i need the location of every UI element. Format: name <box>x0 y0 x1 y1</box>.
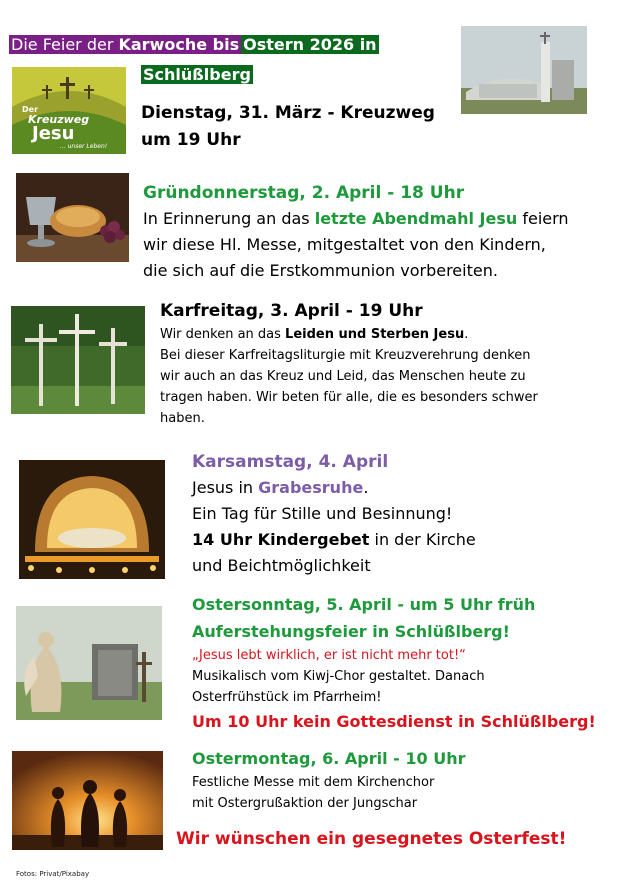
title-part1: Die Feier der <box>11 35 119 54</box>
emmaus-illustration <box>12 751 163 850</box>
emmaus-photo <box>12 751 163 850</box>
karfreitag-t1-end: . <box>464 327 469 342</box>
title-bold1: Karwoche bis <box>118 35 240 54</box>
karsamstag-t1: Jesus in <box>192 478 259 497</box>
karfreitag-line2: Bei dieser Karfreitagsliturgie mit Kreuzverehrung denken <box>160 348 531 363</box>
karsamstag-t1-end: . <box>363 478 369 497</box>
karfreitag-line5: haben. <box>160 411 205 426</box>
karsamstag-highlight: Grabesruhe <box>258 478 364 497</box>
karsamstag-section <box>192 449 476 579</box>
bread-wine-illustration <box>16 173 129 262</box>
badge-line2: Kreuzweg <box>28 113 90 126</box>
closing-greeting: Wir wünschen ein gesegnetes Osterfest! <box>176 829 567 849</box>
badge-line3: Jesu <box>32 123 75 144</box>
karfreitag-heading: Karfreitag, 3. April - 19 Uhr <box>160 301 423 321</box>
gruendonnerstag-highlight: letzte Abendmahl Jesu <box>314 209 518 228</box>
page-title <box>9 34 379 56</box>
karfreitag-t1: Wir denken an das <box>160 327 286 342</box>
grave-photo <box>19 460 165 579</box>
crosses-photo <box>11 306 145 414</box>
karsamstag-line4: und Beichtmöglichkeit <box>192 556 371 575</box>
ostersonntag-line2: Osterfrühstück im Pfarrheim! <box>192 690 382 705</box>
gruendonnerstag-line3: die sich auf die Erstkommunion vorbereiten. <box>143 261 498 280</box>
dienstag-line2: um 19 Uhr <box>141 130 241 150</box>
karsamstag-line1 <box>192 475 476 501</box>
title-purple-band <box>9 35 241 54</box>
abendmahl-photo <box>16 173 129 262</box>
karsamstag-t3: in der Kirche <box>369 530 476 549</box>
title-part3: Schlüßlberg <box>143 65 251 84</box>
dienstag-section <box>141 100 435 154</box>
ostersonntag-quote: „Jesus lebt wirklich, er ist nicht mehr tot!“ <box>192 648 466 663</box>
ostermontag-section <box>192 746 465 814</box>
ostermontag-line2: mit Ostergrußaktion der Jungschar <box>192 796 418 811</box>
title-line2 <box>141 64 253 86</box>
church-photo <box>461 26 587 114</box>
karsamstag-line3 <box>192 527 476 553</box>
gruendonnerstag-heading: Gründonnerstag, 2. April - 18 Uhr <box>143 183 465 203</box>
badge-line1: Der <box>22 105 39 114</box>
karfreitag-section <box>160 298 538 429</box>
dienstag-line1: Dienstag, 31. März - Kreuzweg <box>141 103 435 123</box>
ostersonntag-notice: Um 10 Uhr kein Gottesdienst in Schlüßlberg! <box>192 712 596 731</box>
karfreitag-highlight: Leiden und Sterben Jesu <box>285 327 465 342</box>
badge-line4: ... unser Leben! <box>60 143 108 150</box>
karfreitag-line4: tragen haben. Wir beten für alle, die es besonders schwer <box>160 390 538 405</box>
karsamstag-kindergebet: 14 Uhr Kindergebet <box>192 530 370 549</box>
karfreitag-line3: wir auch an das Kreuz und Leid, das Menschen heute zu <box>160 369 526 384</box>
ostermontag-heading: Ostermontag, 6. April - 10 Uhr <box>192 749 466 768</box>
ostermontag-line1: Festliche Messe mit dem Kirchenchor <box>192 775 435 790</box>
gruendonnerstag-line2: wir diese Hl. Messe, mitgestaltet von den Kindern, <box>143 235 546 254</box>
gruendonnerstag-t1-end: feiern <box>517 209 569 228</box>
ostersonntag-section <box>192 592 596 735</box>
title-part2: Ostern 2026 in <box>243 35 377 54</box>
photo-credit: Fotos: Privat/Pixabay <box>16 870 90 878</box>
ostersonntag-line1: Musikalisch vom Kiwj-Chor gestaltet. Danach <box>192 669 485 684</box>
angel-tomb-illustration <box>16 606 162 720</box>
crosses-illustration <box>11 306 145 414</box>
ostersonntag-heading2: Auferstehungsfeier in Schlüßlberg! <box>192 622 510 641</box>
karfreitag-line1 <box>160 324 538 345</box>
kreuzweg-badge <box>12 67 126 154</box>
ostersonntag-heading: Ostersonntag, 5. April - um 5 Uhr früh <box>192 595 536 614</box>
karsamstag-line2: Ein Tag für Stille und Besinnung! <box>192 504 453 523</box>
gruendonnerstag-t1: In Erinnerung an das <box>143 209 315 228</box>
karsamstag-heading: Karsamstag, 4. April <box>192 452 389 472</box>
church-illustration <box>461 26 587 114</box>
grave-illustration <box>19 460 165 579</box>
gruendonnerstag-section <box>143 180 569 284</box>
resurrection-photo <box>16 606 162 720</box>
gruendonnerstag-line1 <box>143 206 569 232</box>
